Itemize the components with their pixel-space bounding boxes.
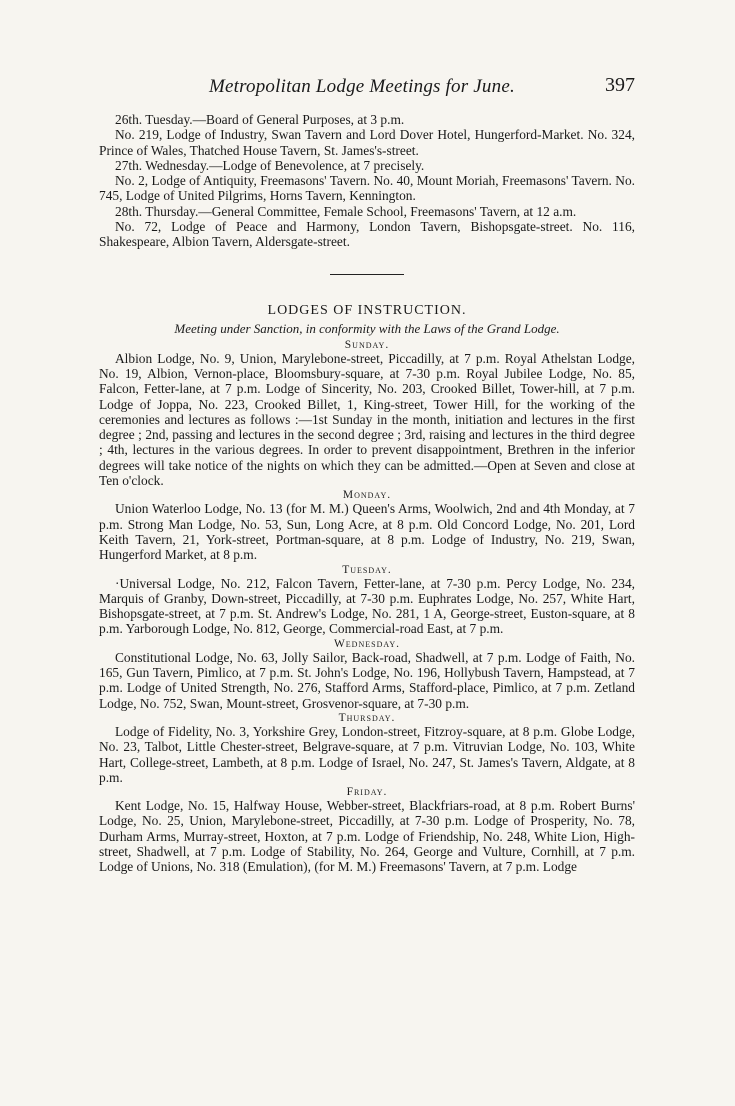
page-header — [99, 72, 635, 112]
meeting-paragraph: 27th. Wednesday.—Lodge of Benevolence, at 7 precisely. — [115, 157, 425, 173]
day-heading: Sunday. — [344, 338, 390, 351]
meetings-list — [99, 112, 635, 250]
meeting-paragraph: No. 219, Lodge of Industry, Swan Tavern and Lord Dover Hotel, Hungerford-Market. No. 324, Prince of Wales, Thatched House Tavern, St. James's-street. — [99, 127, 635, 158]
day-text: ·Universal Lodge, No. 212, Falcon Tavern, Fetter-lane, at 7-30 p.m. Percy Lodge, No. 234, Marquis of Granby, Down-street, Piccadilly, at 7-30 p.m. Euphrates Lodge, No. 257, White Hart, Bishopsgate-street, at 7 p.m. St. Andrew's Lodge, No. 281, 1 A, George-street, Euston-square, at 8 p.m. Yarborough Lodge, No. 812, George, Commercial-road East, at 7 p.m. — [99, 575, 635, 637]
day-text: Kent Lodge, No. 15, Halfway House, Webber-street, Blackfriars-road, at 8 p.m. Robert Burns' Lodge, No. 25, Union, Marylebone-street, Piccadilly, at 7-30 p.m. Lodge of Prosperity, No. 78, Durham Arms, Murray-street, Hoxton, at 7 p.m. Lodge of Friendship, No. 248, White Lion, High-street, Shadwell, at 7 p.m. Lodge of Stability, No. 264, George and Vulture, Cornhill, at 7 p.m. Lodge of Unions, No. 318 (Emulation), (for M. M.) Freemasons' Tavern, at 7 p.m. Lodge — [99, 798, 635, 875]
section-subtitle: Meeting under Sanction, in conformity with the Laws of the Grand Lodge. — [174, 320, 560, 336]
day-heading: Tuesday. — [342, 563, 392, 576]
day-heading: Thursday. — [338, 711, 396, 724]
meeting-paragraph: 26th. Tuesday.—Board of General Purposes, at 3 p.m. — [115, 112, 405, 127]
day-block-wednesday — [99, 638, 635, 711]
day-block-sunday — [99, 339, 635, 489]
day-block-friday — [99, 786, 635, 874]
day-text: Constitutional Lodge, No. 63, Jolly Sailor, Back-road, Shadwell, at 7 p.m. Lodge of Faith, No. 165, Gun Tavern, Pimlico, at 7 p.m. St. John's Lodge, No. 196, Hollybush Tavern, Hampstead, at 7 p.m. Lodge of United Strength, No. 276, Stafford Arms, Stafford-place, Pimlico, at 7 p.m. Zetland Lodge, No. 752, Swan, Mount-street, Grosvenor-square, at 7-30 p.m. — [99, 649, 635, 711]
running-title: Metropolitan Lodge Meetings for June. — [209, 76, 515, 97]
day-heading: Wednesday. — [333, 637, 401, 650]
page-number: 397 — [605, 74, 635, 96]
meeting-paragraph: 28th. Thursday.—General Committee, Female School, Freemasons' Tavern, at 12 a.m. — [115, 203, 577, 219]
meeting-paragraph: No. 2, Lodge of Antiquity, Freemasons' Tavern. No. 40, Mount Moriah, Freemasons' Tavern. No. 745, Lodge of United Pilgrims, Horns Tavern, Kennington. — [99, 173, 635, 204]
day-text: Albion Lodge, No. 9, Union, Marylebone-street, Piccadilly, at 7 p.m. Royal Athelstan Lodge, No. 19, Albion, Vernon-place, Bloomsbury-square, at 7-30 p.m. Royal Jubilee Lodge, No. 85, Falcon, Fetter-lane, at 7 p.m. Lodge of Sincerity, No. 203, Crooked Billet, Tower-hill, at 7 p.m. Lodge of Joppa, No. 223, Crooked Billet, 1, King-street, Tower Hill, for the working of the ceremonies and lectures as follows :—1st Sunday in the month, initiation and lectures in the first degree ; 2nd, passing and lectures in the second degree ; 3rd, raising and lectures in the third degree ; 4th, lectures in the various degrees. In order to prevent disappointment, Brethren in the inferior degrees will take notice of the nights on which they can be admitted.—Open at Seven and close at Ten o'clock. — [99, 350, 635, 489]
section-title: LODGES OF INSTRUCTION. — [267, 302, 467, 318]
day-block-thursday — [99, 712, 635, 785]
day-text: Union Waterloo Lodge, No. 13 (for M. M.) Queen's Arms, Woolwich, 2nd and 4th Monday, at 7 p.m. Strong Man Lodge, No. 53, Sun, Long Acre, at 8 p.m. Old Concord Lodge, No. 201, Lord Keith Tavern, 21, York-street, Portman-square, at 8 p.m. Lodge of Industry, No. 219, Swan, Hungerford Market, at 8 p.m. — [99, 501, 635, 563]
day-heading: Monday. — [342, 489, 392, 502]
meeting-paragraph: No. 72, Lodge of Peace and Harmony, London Tavern, Bishopsgate-street. No. 116, Shakespeare, Albion Tavern, Aldersgate-street. — [99, 219, 635, 250]
day-heading: Friday. — [346, 786, 388, 799]
day-block-tuesday — [99, 564, 635, 637]
section-divider — [330, 274, 404, 275]
day-block-monday — [99, 489, 635, 562]
day-text: Lodge of Fidelity, No. 3, Yorkshire Grey, London-street, Fitzroy-square, at 8 p.m. Globe Lodge, No. 23, Talbot, Little Chester-street, Belgrave-square, at 7 p.m. Vitruvian Lodge, No. 103, White Hart, College-street, Lambeth, at 8 p.m. Lodge of Israel, No. 247, St. James's Tavern, Aldgate, at 8 p.m. — [99, 723, 635, 785]
